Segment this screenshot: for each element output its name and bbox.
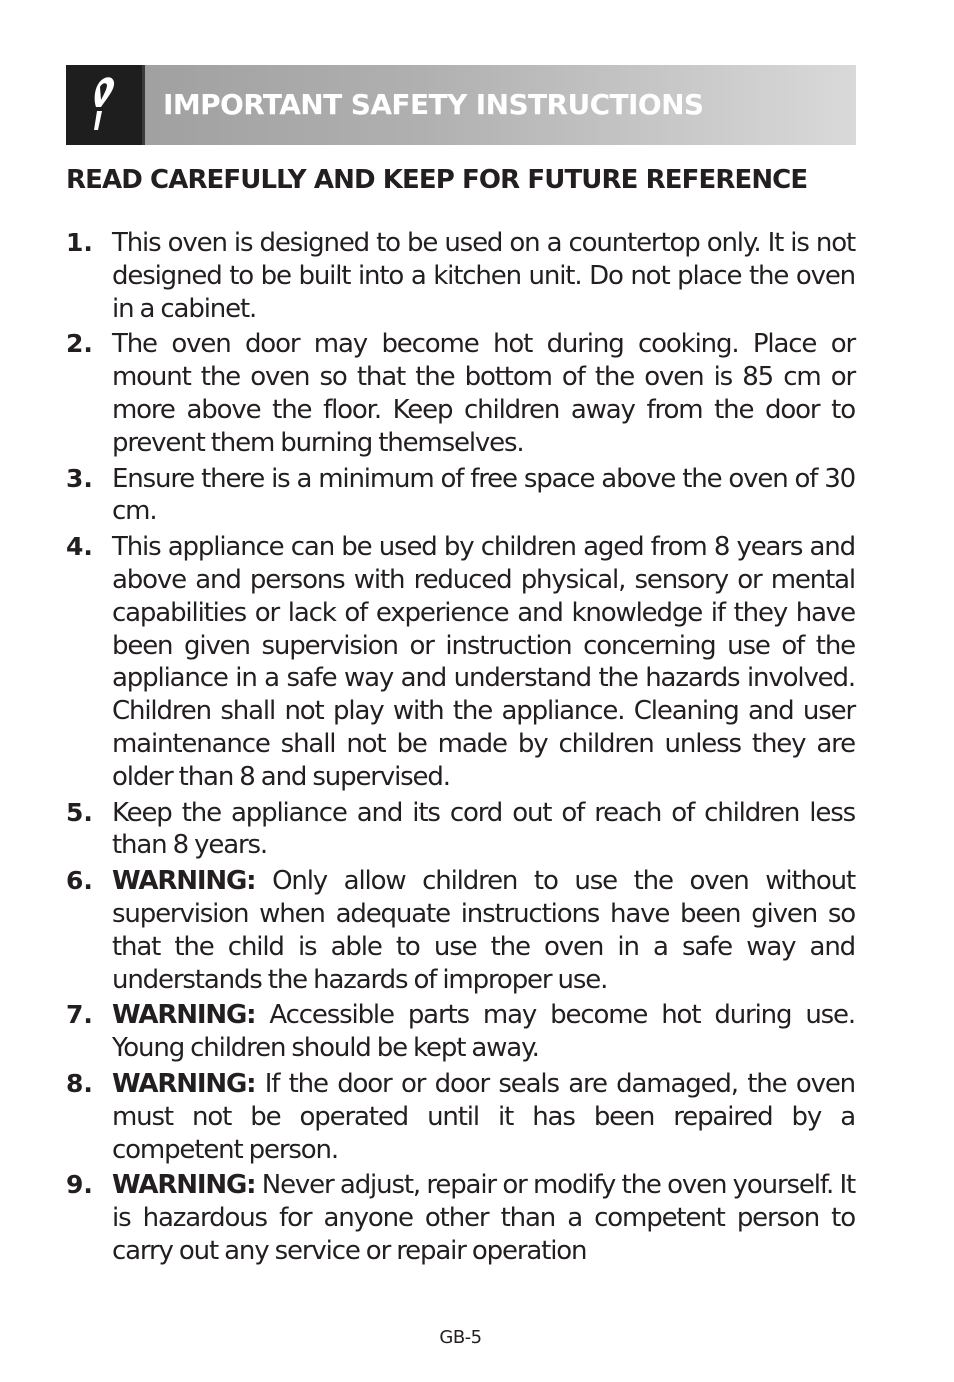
list-item [66, 531, 855, 793]
item-text [112, 227, 855, 325]
item-number: 3. [66, 463, 93, 493]
list-item [66, 865, 855, 996]
item-number: 9. [66, 1170, 93, 1200]
warning-label: WARNING: [112, 866, 256, 897]
item-number: 5. [66, 797, 93, 827]
item-text [112, 1169, 855, 1267]
item-text [112, 797, 855, 863]
item-text [112, 463, 855, 529]
list-item [66, 463, 855, 529]
list-item [66, 1169, 855, 1267]
item-body: If the door or door seals are damaged, the oven must not be operated until it has been repaired by a competent person. [112, 1068, 855, 1165]
warning-label: WARNING: [112, 1068, 256, 1099]
item-body: This appliance can be used by children aged from 8 years and above and persons with reduced physical, sensory or mental capabilities or lack of experience and knowledge if they have been given supervision or instruction concerning use of the appliance in a safe way and understand the hazards involved. Children shall not play with the appliance. Cleaning and user maintenance shall not be made by children unless they are older than 8 and supervised. [112, 532, 855, 792]
item-body: This oven is designed to be used on a countertop only. It is not designed to be built into a kitchen unit. Do not place the oven in a cabinet. [112, 228, 855, 324]
item-text [112, 1068, 855, 1166]
item-number: 2. [66, 329, 93, 359]
section-header-banner [66, 65, 856, 145]
list-item [66, 227, 855, 325]
list-item [66, 797, 855, 863]
item-text [112, 531, 855, 793]
item-body: Only allow children to use the oven without supervision when adequate instructions have been given so that the child is able to use the oven in a safe way and understands the hazards of improper use. [112, 866, 855, 995]
item-body: Ensure there is a minimum of free space above the oven of 30 cm. [112, 463, 855, 527]
list-item [66, 328, 855, 459]
item-number: 8. [66, 1068, 93, 1098]
warning-label: WARNING: [112, 1000, 256, 1031]
item-body: Keep the appliance and its cord out of reach of children less than 8 years. [112, 797, 855, 861]
subtitle: READ CAREFULLY AND KEEP FOR FUTURE REFERENCE [66, 165, 808, 195]
item-number: 1. [66, 228, 93, 257]
list-item [66, 999, 855, 1065]
item-text [112, 999, 855, 1065]
warning-exclamation-icon [66, 65, 142, 145]
warning-label: WARNING: [112, 1170, 256, 1201]
item-body: The oven door may become hot during cooking. Place or mount the oven so that the bottom of the oven is 85 cm or more above the floor. Keep children away from the door to prevent them burning themselves. [112, 329, 855, 458]
safety-instructions-list [66, 227, 855, 1271]
list-item [66, 1068, 855, 1166]
item-body: Accessible parts may become hot during use. Young children should be kept away. [112, 1000, 856, 1064]
item-body: Never adjust, repair or modify the oven yourself. It is hazardous for anyone other than a competent person to carry out any service or repair operation [112, 1170, 856, 1266]
item-number: 7. [66, 1000, 93, 1030]
section-title: IMPORTANT SAFETY INSTRUCTIONS [163, 88, 704, 121]
item-text [112, 328, 855, 459]
item-number: 6. [66, 866, 93, 896]
item-text [112, 865, 855, 996]
page-number: GB-5 [439, 1327, 482, 1348]
item-number: 4. [66, 532, 93, 562]
